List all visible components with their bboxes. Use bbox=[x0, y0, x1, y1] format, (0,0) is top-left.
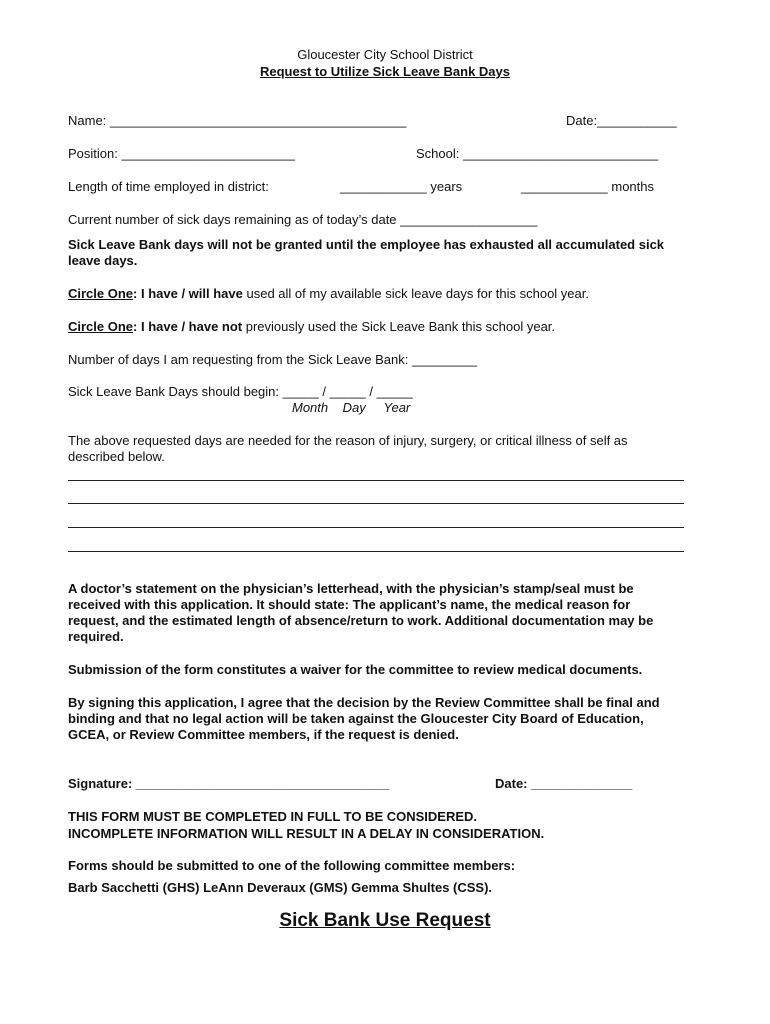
circle-one-label: Circle One bbox=[68, 319, 134, 334]
circle-one-options[interactable]: I have / will have bbox=[140, 286, 243, 301]
date-field[interactable]: Date:___________ bbox=[566, 113, 677, 128]
reason-line-1[interactable] bbox=[68, 480, 684, 481]
signature-field[interactable]: Signature: ___________________________________ bbox=[68, 776, 389, 791]
circle-one-text: used all of my available sick leave days for this school year. bbox=[242, 286, 589, 301]
current-sick-days-field[interactable]: Current number of sick days remaining as of today’s date ___________________ bbox=[68, 212, 538, 227]
circle-one-label: Circle One bbox=[68, 286, 134, 301]
position-field[interactable]: Position: ________________________ bbox=[68, 146, 295, 161]
circle-one-text: previously used the Sick Leave Bank this school year. bbox=[242, 319, 556, 334]
circle-one-options[interactable]: I have / have not bbox=[140, 319, 243, 334]
begin-date-sublabels: Month Day Year bbox=[292, 400, 411, 415]
reason-text: The above requested days are needed for the reason of injury, surgery, or critical illness of self as described below. bbox=[68, 433, 628, 464]
months-field[interactable]: ____________ months bbox=[521, 179, 655, 194]
waiver-notice: Submission of the form constitutes a waiver for the committee to review medical documents. bbox=[68, 662, 643, 677]
circle-one-previously-used[interactable] bbox=[68, 319, 555, 334]
name-field[interactable]: Name: _________________________________________ bbox=[68, 113, 407, 128]
reason-line-3[interactable] bbox=[68, 527, 684, 528]
begin-date-field[interactable]: Sick Leave Bank Days should begin: _____ / _____ / _____ bbox=[68, 384, 413, 399]
school-field[interactable]: School: ___________________________ bbox=[416, 146, 659, 161]
signature-date-field[interactable]: Date: ______________ bbox=[495, 776, 633, 791]
doctor-statement: A doctor’s statement on the physician’s letterhead, with the physician’s stamp/seal must be received with this application. It should state: The applicant’s name, the medical reason for request, and the estimated length of absence/return to work. Additional documentation may be required. bbox=[68, 581, 654, 644]
completion-notice-1: THIS FORM MUST BE COMPLETED IN FULL TO BE CONSIDERED. bbox=[68, 809, 478, 824]
circle-one-used-all[interactable] bbox=[68, 286, 589, 301]
district-name: Gloucester City School District bbox=[297, 47, 473, 62]
agreement-text: By signing this application, I agree that the decision by the Review Committee shall be final and binding and that no legal action will be taken against the Gloucester City Board of Education, GCEA, or Review Committee members, if the request is denied. bbox=[68, 695, 660, 742]
footer-title: Sick Bank Use Request bbox=[279, 910, 491, 931]
completion-notice-2: INCOMPLETE INFORMATION WILL RESULT IN A DELAY IN CONSIDERATION. bbox=[68, 826, 545, 841]
exhausted-notice: Sick Leave Bank days will not be granted until the employee has exhausted all accumulated sick leave days. bbox=[68, 237, 665, 268]
days-requesting-field[interactable]: Number of days I am requesting from the Sick Leave Bank: _________ bbox=[68, 352, 478, 367]
circle-one-colon: : bbox=[133, 319, 141, 334]
length-employed-label: Length of time employed in district: bbox=[68, 179, 269, 194]
form-title: Request to Utilize Sick Leave Bank Days bbox=[260, 64, 510, 79]
committee-members: Barb Sacchetti (GHS) LeAnn Deveraux (GMS) Gemma Shultes (CSS). bbox=[68, 880, 493, 895]
reason-line-4[interactable] bbox=[68, 551, 684, 552]
years-field[interactable]: ____________ years bbox=[340, 179, 463, 194]
submit-to-text: Forms should be submitted to one of the following committee members: bbox=[68, 858, 516, 873]
circle-one-colon: : bbox=[133, 286, 141, 301]
reason-line-2[interactable] bbox=[68, 503, 684, 504]
